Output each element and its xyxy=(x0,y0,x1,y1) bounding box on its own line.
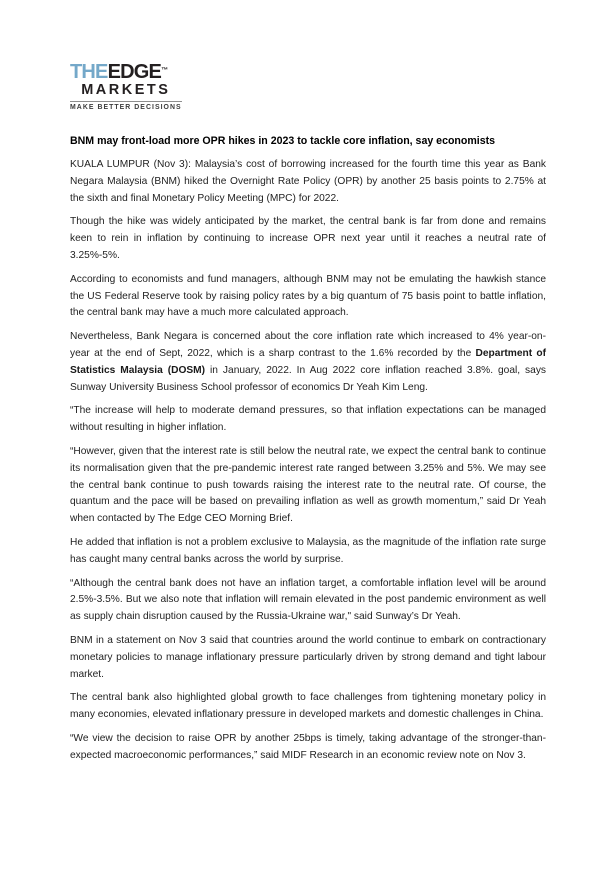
article-paragraph: “The increase will help to moderate demand pressures, so that inflation expectations can be managed without resulting in higher inflation. xyxy=(70,405,546,434)
paragraph-text: in January, 2022. In Aug 2022 core inflation reached 3.8%. goal, says Sunway University Business School professor of economics Dr Yeah Kim Leng. xyxy=(70,364,547,393)
article-paragraph: BNM in a statement on Nov 3 said that countries around the world continue to embark on contractionary monetary policies to manage inflationary pressure particularly driven by strong demand and tight labour market. xyxy=(70,634,546,680)
article-paragraph: He added that inflation is not a problem exclusive to Malaysia, as the magnitude of the inflation rate surge has caught many central banks across the world by surprise. xyxy=(70,536,546,565)
logo-divider-line xyxy=(70,101,182,102)
logo-the-text: THE xyxy=(70,61,108,83)
article-paragraph: According to economists and fund managers, although BNM may not be emulating the hawkish stance the US Federal Reserve took by raising policy rates by a big quantum of 75 basis point to battle inflation, the central bank may have a much more calculated approach. xyxy=(70,273,546,319)
logo-markets-text: MARKETS xyxy=(81,82,171,98)
article-body xyxy=(70,157,546,765)
article-paragraph: The central bank also highlighted global growth to face challenges from tightening monetary policy in many economies, elevated inflationary pressure in developed markets and domestic challenges in China. xyxy=(70,692,546,721)
logo-wordmark xyxy=(70,62,182,82)
trademark-symbol: ™ xyxy=(161,67,169,74)
article-paragraph xyxy=(70,329,546,396)
paragraph-bold-text: Department of Statistics Malaysia (DOSM) xyxy=(70,347,547,376)
article-paragraph: “However, given that the interest rate is still below the neutral rate, we expect the central bank to continue its normalisation given that the pre-pandemic interest rate ranged between 3.25% and 5%. We may see the central bank continue to push towards raising the interest rate to the neutral rate. Of course, the quantum and the pace will be based on prevailing inflation as well as growth momentum,” said Dr Yeah when contacted by The Edge CEO Morning Brief. xyxy=(70,445,546,525)
article-paragraph: “Although the central bank does not have an inflation target, a comfortable inflation level will be around 2.5%-3.5%. But we also note that inflation will remain elevated in the post pandemic environment as well as supply chain disruption caused by the Russia-Ukraine war," said Sunway’s Dr Yeah. xyxy=(70,577,546,623)
paragraph-text: Nevertheless, Bank Negara is concerned about the core inflation rate which increased to 4% year-on-year at the end of Sept, 2022, which is a sharp contrast to the 1.6% recorded by the xyxy=(70,331,546,359)
logo-edge-text: EDGE xyxy=(107,61,162,83)
logo-tagline: MAKE BETTER DECISIONS xyxy=(70,104,182,111)
document-content xyxy=(70,62,546,772)
article-paragraph: KUALA LUMPUR (Nov 3): Malaysia’s cost of borrowing increased for the fourth time this year as Bank Negara Malaysia (BNM) hiked the Overnight Rate Policy (OPR) by another 25 basis points to 2.75% at the sixth and final Monetary Policy Meeting (MPC) for 2022. xyxy=(70,159,546,204)
article-paragraph: “We view the decision to raise OPR by another 25bps is timely, taking advantage of the stronger-than-expected macroeconomic performances,” said MIDF Research in an economic review note on Nov 3. xyxy=(70,732,546,761)
article-paragraph: Though the hike was widely anticipated by the market, the central bank is far from done and remains keen to rein in inflation by continuing to increase OPR next year until it reaches a neutral rate of 3.25%-5%. xyxy=(70,216,546,261)
article-headline: BNM may front-load more OPR hikes in 2023 to tackle core inflation, say economists xyxy=(70,135,496,147)
the-edge-markets-logo xyxy=(70,62,182,111)
